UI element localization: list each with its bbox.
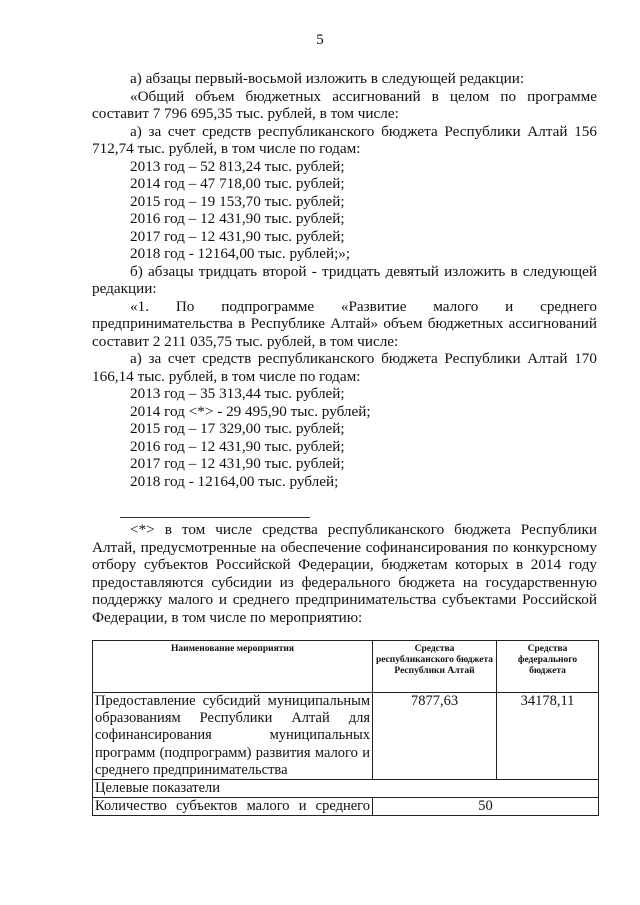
- paragraph-republic-budget: а) за счет средств республиканского бюджета Республики Алтай 156 712,74 тыс. рублей, в том числе по годам:: [92, 122, 597, 157]
- measure-name-cell: Предоставление субсидий муниципальным образованиям Республики Алтай для софинансирования муниципальных программ (подпрограмм) развития малого и среднего предпринимательства: [93, 693, 373, 780]
- year-line: 2017 год – 12 431,90 тыс. рублей;: [130, 455, 345, 472]
- document-body: [92, 70, 597, 490]
- header-measure-name: Наименование мероприятия: [93, 641, 373, 693]
- federal-budget-cell: 34178,11: [497, 693, 599, 780]
- header-federal-budget: Средства федерального бюджета: [497, 641, 599, 693]
- year-line: 2014 год <*> - 29 495,90 тыс. рублей;: [130, 402, 371, 420]
- table-row: [93, 798, 599, 816]
- table-header-row: [93, 641, 599, 693]
- year-line: 2016 год – 12 431,90 тыс. рублей;: [130, 437, 345, 455]
- footnote: <*> в том числе средства республиканского бюджета Республики Алтай, предусмотренные на обеспечение софинансирования по конкурсному отбору субъектов Российской Федерации, бюджетам которых в 2014 году предоставляются субсидии из федерального бюджета на государственную поддержку малого и среднего предпринимательства субъектами Российской Федерации, в том числе по мероприятию:: [92, 521, 597, 626]
- year-line: 2018 год - 12164,00 тыс. рублей;: [130, 472, 339, 490]
- header-republic-budget: Средства республиканского бюджета Республики Алтай: [373, 641, 497, 693]
- year-line: 2013 год – 52 813,24 тыс. рублей;: [130, 157, 345, 175]
- footnote-separator: [120, 517, 310, 518]
- table-row: [93, 693, 599, 780]
- paragraph-total-budget: «Общий объем бюджетных ассигнований в целом по программе составит 7 796 695,35 тыс. рублей, в том числе:: [92, 87, 597, 122]
- measures-table: [92, 640, 599, 816]
- table-row: [93, 780, 599, 798]
- year-line: 2015 год – 19 153,70 тыс. рублей;: [130, 192, 345, 210]
- year-line: 2013 год – 35 313,44 тыс. рублей;: [130, 385, 345, 402]
- target-indicators-cell: Целевые показатели: [93, 780, 599, 798]
- year-line: 2014 год – 47 718,00 тыс. рублей;: [130, 175, 345, 192]
- year-line: 2015 год – 17 329,00 тыс. рублей;: [130, 420, 345, 437]
- indicator-value-cell: 50: [373, 798, 599, 816]
- paragraph-subprogram-budget: «1. По подпрограмме «Развитие малого и среднего предпринимательства в Республике Алтай» объем бюджетных ассигнований составит 2 211 035,75 тыс. рублей, в том числе:: [92, 297, 597, 350]
- year-line: 2016 год – 12 431,90 тыс. рублей;: [130, 210, 345, 227]
- paragraph-amendment-b: б) абзацы тридцать второй - тридцать девятый изложить в следующей редакции:: [92, 262, 597, 297]
- paragraph-subprogram-republic-budget: а) за счет средств республиканского бюджета Республики Алтай 170 166,14 тыс. рублей, в том числе по годам:: [92, 350, 597, 385]
- year-line: 2017 год – 12 431,90 тыс. рублей;: [130, 227, 345, 245]
- year-line: 2018 год - 12164,00 тыс. рублей;»;: [130, 245, 351, 262]
- republic-budget-cell: 7877,63: [373, 693, 497, 780]
- page-number: 5: [316, 32, 324, 48]
- indicator-name-cell: Количество субъектов малого и среднего: [93, 798, 373, 816]
- paragraph-amendment-a: а) абзацы первый-восьмой изложить в следующей редакции:: [130, 70, 525, 87]
